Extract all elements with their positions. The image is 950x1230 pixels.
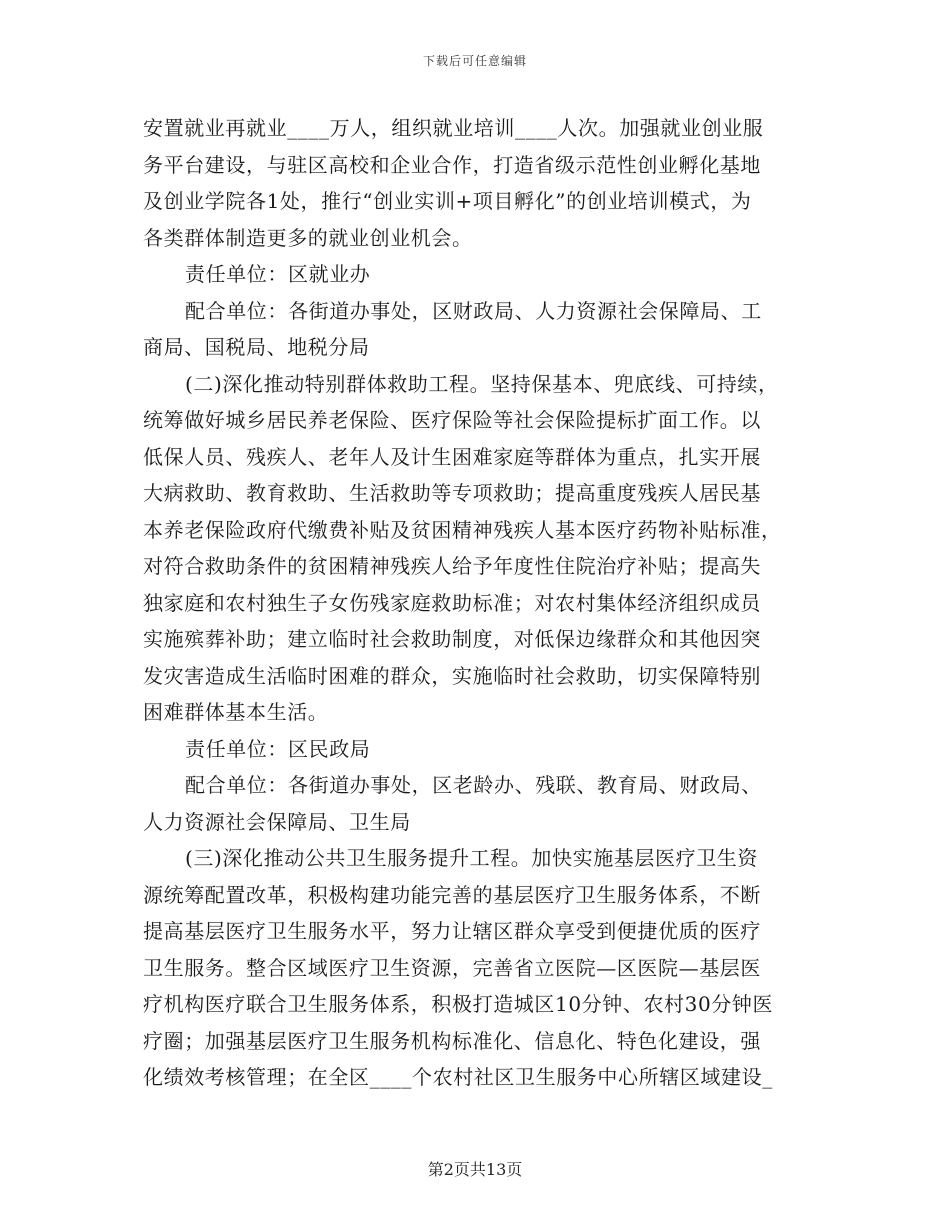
text-line: 责任单位：区民政局 (185, 736, 371, 761)
text-line: 大病救助、教育救助、生活救助等专项救助；提高重度残疾人居民基 (143, 481, 761, 505)
text-line: 配合单位：各街道办事处，区财政局、人力资源社会保障局、工 (185, 298, 762, 323)
text-line: 及创业学院各1处，推行“创业实训+项目孵化”的创业培训模式，为 (143, 189, 752, 213)
text-line: 责任单位：区就业办 (185, 262, 371, 286)
text-line: 商局、国税局、地税分局 (143, 335, 370, 359)
text-line: 配合单位：各街道办事处，区老龄办、残联、教育局、财政局、 (185, 773, 762, 797)
text-line: 独家庭和农村独生子女伤残家庭救助标准；对农村集体经济组织成员 (143, 590, 761, 615)
text-line: 发灾害造成生活临时困难的群众，实施临时社会救助，切实保障特别 (143, 663, 761, 688)
text-line: (三)深化推动公共卫生服务提升工程。加快实施基层医疗卫生资 (185, 846, 759, 870)
text-line: 本养老保险政府代缴费补贴及贫困精神残疾人基本医疗药物补贴标准， (143, 517, 782, 542)
text-line: 安置就业再就业____万人，组织就业培训____人次。加强就业创业服 (143, 116, 764, 140)
document-body (143, 110, 811, 1096)
text-line: 提高基层医疗卫生服务水平，努力让辖区群众享受到便捷优质的医疗 (143, 919, 761, 943)
text-line: 困难群体基本生活。 (143, 700, 329, 724)
text-line: 各类群体制造更多的就业创业机会。 (143, 225, 473, 250)
text-line: 实施殡葬补助；建立临时社会救助制度，对低保边缘群众和其他因突 (143, 627, 761, 651)
text-line: 低保人员、残疾人、老年人及计生困难家庭等群体为重点，扎实开展 (143, 444, 761, 469)
page-number-footer: 第2页共13页 (427, 1160, 523, 1179)
text-line: 人力资源社会保障局、卫生局 (143, 809, 411, 834)
text-line: 务平台建设，与驻区高校和企业合作，打造省级示范性创业孵化基地 (143, 152, 761, 177)
text-line: 疗圈；加强基层医疗卫生服务机构标准化、信息化、特色化建设，强 (143, 1028, 761, 1053)
text-line: 对符合救助条件的贫困精神残疾人给予年度性住院治疗补贴；提高失 (143, 554, 761, 578)
page-header-note: 下载后可任意编辑 (422, 54, 527, 68)
text-line: (二)深化推动特别群体救助工程。坚持保基本、兜底线、可持续， (185, 371, 779, 396)
text-line: 疗机构医疗联合卫生服务体系，积极打造城区10分钟、农村30分钟医 (143, 992, 774, 1016)
text-line: 卫生服务。整合区域医疗卫生资源，完善省立医院—区医院—基层医 (143, 955, 761, 980)
text-line: 统筹做好城乡居民养老保险、医疗保险等社会保险提标扩面工作。以 (143, 408, 761, 432)
text-line: 化绩效考核管理；在全区____个农村社区卫生服务中心所辖区域建设_ (143, 1065, 773, 1089)
text-line: 源统筹配置改革，积极构建功能完善的基层医疗卫生服务体系，不断 (143, 882, 761, 907)
